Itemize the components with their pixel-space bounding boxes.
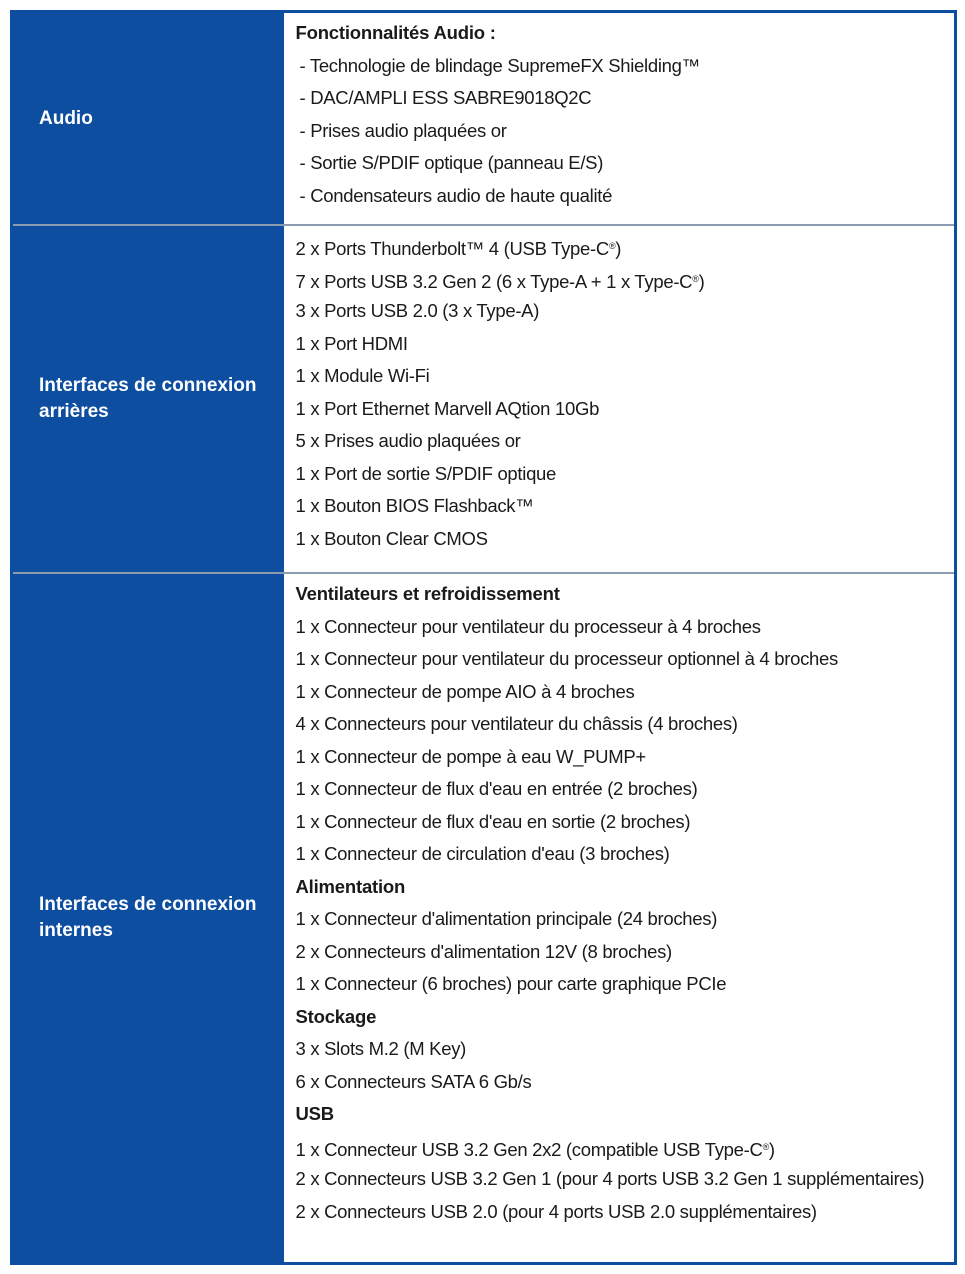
list-item: 1 x Connecteur de pompe à eau W_PUMP+: [295, 745, 646, 767]
list-item: 1 x Module Wi-Fi: [295, 365, 430, 386]
list-item: 1 x Connecteur pour ventilateur du processeur optionnel à 4 broches: [295, 648, 838, 669]
list-item: 1 x Connecteur de flux d'eau en entrée (2 broches): [295, 778, 698, 799]
list-item: - Condensateurs audio de haute qualité: [299, 184, 613, 206]
list-item: 4 x Connecteurs pour ventilateur du châssis (4 broches): [295, 713, 738, 734]
list-item: 1 x Connecteur de flux d'eau en sortie (2 broches): [295, 810, 691, 832]
row-label-rear: Interfaces de connexion arrières: [12, 225, 284, 573]
row-values-audio: [284, 12, 956, 226]
list-item: 2 x Connecteurs USB 3.2 Gen 1 (pour 4 ports USB 3.2 Gen 1 supplémentaires): [295, 1168, 925, 1189]
list-item: 1 x Bouton BIOS Flashback™: [295, 495, 534, 516]
section-heading: USB: [295, 1103, 334, 1124]
list-item: 1 x Connecteur de circulation d'eau (3 broches): [295, 843, 670, 864]
list-item: 1 x Connecteur d'alimentation principale (24 broches): [295, 908, 718, 929]
list-item: 1 x Port de sortie S/PDIF optique: [295, 462, 557, 484]
list-item: 3 x Slots M.2 (M Key): [295, 1038, 467, 1059]
list-item: 5 x Prises audio plaquées or: [295, 430, 521, 451]
row-values-internal: [284, 573, 956, 1263]
row-label-internal: Interfaces de connexion internes: [12, 573, 284, 1263]
list-item: 2 x Connecteurs USB 2.0 (pour 4 ports USB 2.0 supplémentaires): [295, 1200, 817, 1222]
list-item: 1 x Port Ethernet Marvell AQtion 10Gb: [295, 397, 600, 419]
audio-row: [12, 12, 956, 226]
row-values-rear: [284, 225, 956, 573]
list-item: 1 x Bouton Clear CMOS: [295, 527, 488, 549]
list-item: - DAC/AMPLI ESS SABRE9018Q2C: [299, 87, 592, 108]
list-item: 1 x Connecteur de pompe AIO à 4 broches: [295, 680, 635, 702]
list-item: 1 x Connecteur USB 3.2 Gen 2x2 (compatible USB Type-C®): [295, 1138, 775, 1160]
list-item: - Prises audio plaquées or: [299, 119, 507, 141]
list-item: 1 x Connecteur pour ventilateur du processeur à 4 broches: [295, 615, 761, 637]
list-item: 7 x Ports USB 3.2 Gen 2 (6 x Type-A + 1 x Type-C®): [295, 270, 705, 292]
internal-row: [12, 573, 956, 1263]
section-heading: Alimentation: [295, 875, 406, 897]
list-item: 1 x Port HDMI: [295, 332, 408, 354]
list-item: 6 x Connecteurs SATA 6 Gb/s: [295, 1070, 532, 1092]
section-heading: Stockage: [295, 1005, 377, 1027]
section-heading: Fonctionnalités Audio :: [295, 22, 496, 43]
list-item: 1 x Connecteur (6 broches) pour carte graphique PCIe: [295, 973, 727, 994]
list-item: 2 x Ports Thunderbolt™ 4 (USB Type-C®): [295, 238, 622, 259]
spec-table: [10, 10, 957, 1265]
rear-row: [12, 225, 956, 573]
list-item: - Sortie S/PDIF optique (panneau E/S): [299, 152, 604, 173]
list-item: 2 x Connecteurs d'alimentation 12V (8 broches): [295, 940, 672, 962]
row-label-audio: Audio: [12, 12, 284, 226]
list-item: 3 x Ports USB 2.0 (3 x Type-A): [295, 300, 540, 321]
list-item: - Technologie de blindage SupremeFX Shielding™: [299, 54, 700, 76]
section-heading: Ventilateurs et refroidissement: [295, 583, 560, 604]
